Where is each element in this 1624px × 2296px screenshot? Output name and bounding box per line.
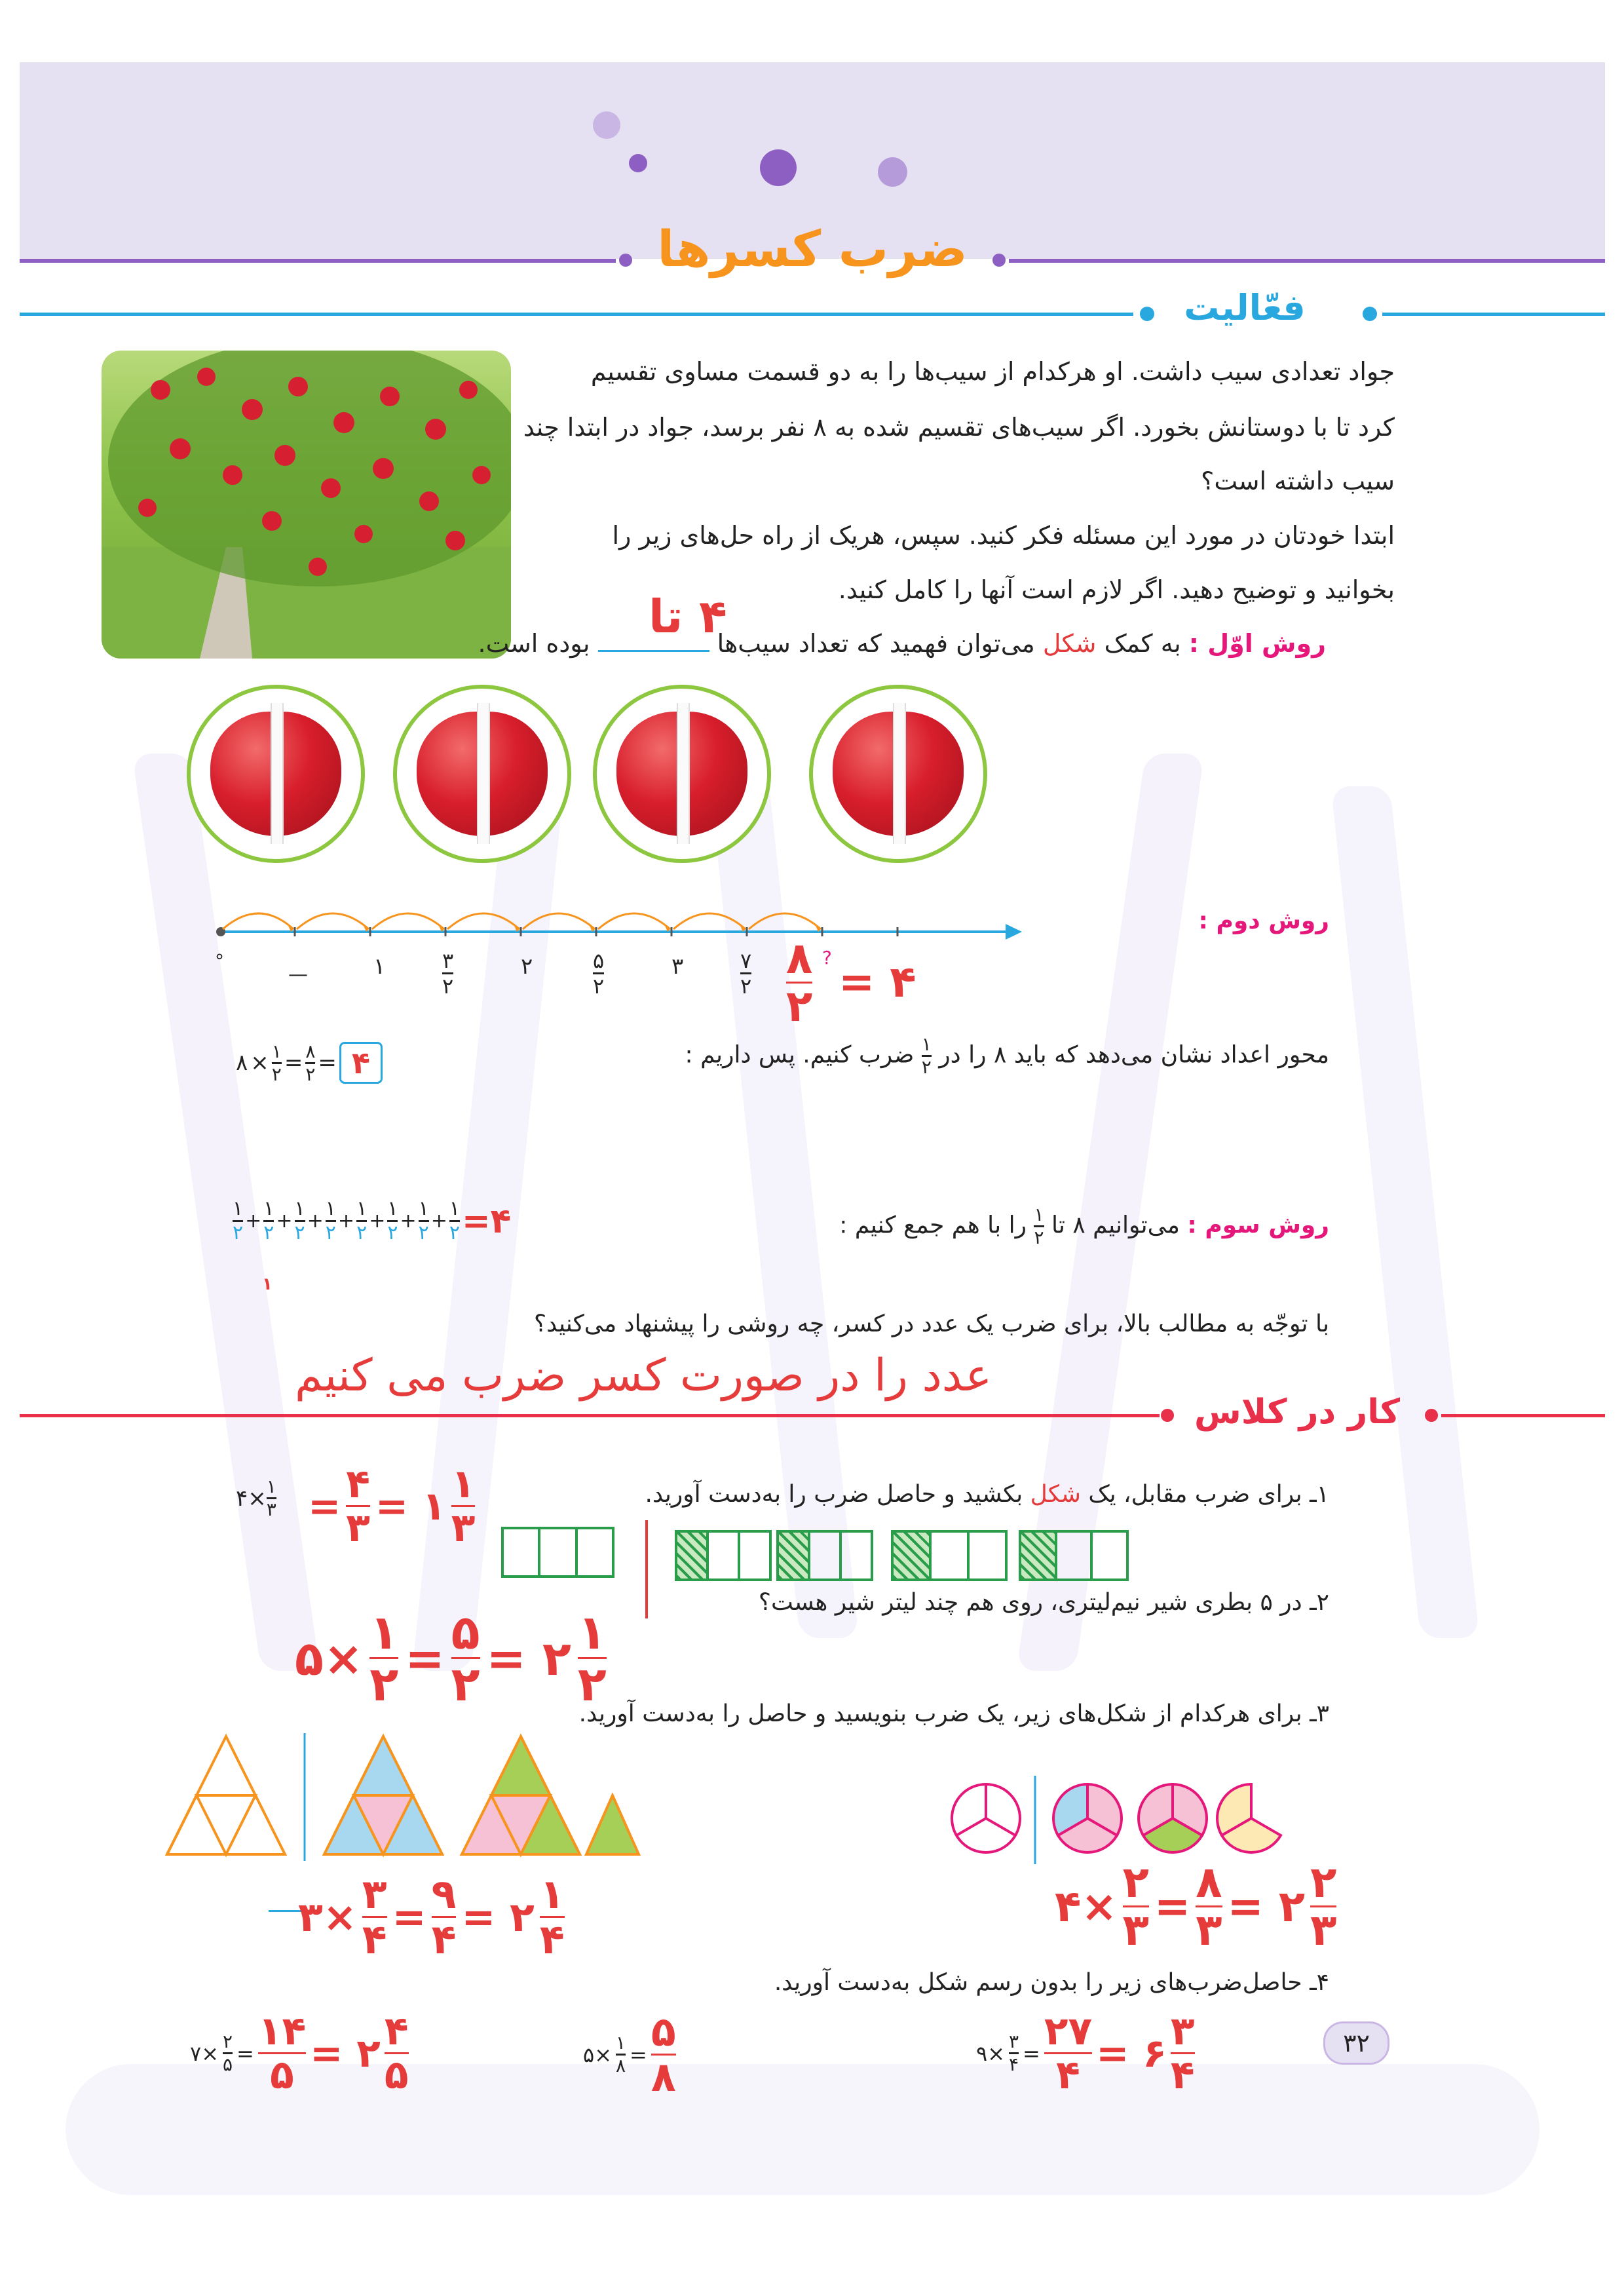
page-title: ضرب کسرها [657, 220, 968, 278]
numberline-label-zero: ° [215, 950, 224, 972]
header-dot [760, 149, 797, 186]
q3-right-handwritten: ۴× $\frac{۲}{۳}$ = $\frac{۸}{۳}$ = ۲ $\frac{۲}{۳}$ [1055, 1857, 1337, 1955]
q3-circles-figure [937, 1769, 1317, 1867]
q1-text: ۱ـ برای ضرب مقابل، یک شکل بکشید و حاصل ضرب را به‌دست آورید. [645, 1481, 1329, 1508]
activity-paragraph-line: بخوانید و توضیح دهید. اگر لازم است آنها را کامل کنید. [838, 575, 1395, 604]
activity-dot [1363, 307, 1377, 321]
method2-answer-box: ۴ [339, 1042, 383, 1084]
numberline-fraction: ۵ ۲ [593, 948, 605, 999]
method1-label: روش اوّل : [1188, 629, 1326, 658]
classwork-rule [1441, 1414, 1605, 1417]
q3-left-handwritten: ۳× $\frac{۳}{۴}$ = $\frac{۹}{۴}$ = ۲ $\frac{۱}{۴}$ [298, 1870, 565, 1963]
method3-label: روش سوم : [1187, 1212, 1329, 1239]
method3-line: روش سوم : می‌توانیم ۸ تا $\frac{۱}{۲}$ را با هم جمع کنیم : [839, 1204, 1329, 1248]
numberline-label-dash: — [288, 963, 308, 986]
q1-drawing-bar [501, 1527, 614, 1578]
classwork-rule [20, 1414, 1160, 1417]
method2-handwritten-fraction: ۸ ۲ [786, 933, 813, 1031]
q4-c: ۷× $\frac{۲}{۵}$ = $\frac{۱۴}{۵}$ = ۲ $\frac{۴}{۵}$ [190, 2008, 409, 2098]
classwork-dot [1425, 1409, 1438, 1422]
activity-title: فعّالیت [1184, 287, 1306, 328]
method1-blank [598, 650, 709, 652]
title-dot [619, 254, 632, 267]
q4-b: ۵× $\frac{۱}{۸}$ = $\frac{۵}{۸}$ [583, 2008, 676, 2101]
q1-shaded-bar [776, 1530, 873, 1581]
method1-text-post: می‌توان فهمید که تعداد سیب‌ها [717, 629, 1035, 658]
method1-word: شکل [1042, 629, 1097, 658]
method2-handwritten-result: = ۴ [839, 957, 916, 1007]
activity-dot [1140, 307, 1154, 321]
watermark-shape [1331, 786, 1480, 1638]
apple-tree-image [102, 351, 511, 659]
q2-text: ۲ـ در ۵ بطری شیر نیم‌لیتری، روی هم چند لیتر شیر هست؟ [758, 1589, 1329, 1616]
numberline-label: ۲ [521, 953, 533, 980]
method1-text-pre: به کمک [1104, 629, 1181, 658]
q1-handwritten: = $\frac{۴}{۳}$ = ۱ $\frac{۱}{۳}$ [308, 1461, 476, 1551]
header-dot [878, 157, 907, 187]
q1-divider [645, 1520, 648, 1618]
q3-triangles-figure [161, 1730, 645, 1867]
numberline-label: ۱ [373, 953, 386, 980]
numberline-label: ۳ [671, 953, 684, 980]
method3-sum: $\frac{۱}{۲}$ + $\frac{۱}{۲}$ + $\frac{۱}{۲}$ + $\frac{۱}{۲}$ + $\frac{۱}{۲}$ + $\frac{۱}{۲}$ + $\frac{۱}{۲}$ + $\frac{۱}{۲}$ =۴ [233, 1197, 512, 1244]
title-rule-left [20, 259, 616, 263]
number-line [210, 891, 1029, 963]
numberline-fraction: ۳ ۲ [442, 948, 454, 999]
axis-explanation: محور اعداد نشان می‌دهد که باید ۸ را در $\frac{۱}{۲}$ ضرب کنیم. پس داریم : [685, 1033, 1329, 1078]
activity-rule [1382, 313, 1605, 316]
classwork-title: کار در کلاس [1194, 1392, 1400, 1432]
activity-question: با توجّه به مطالب بالا، برای ضرب یک عدد در کسر، چه روشی را پیشنهاد می‌کنید؟ [533, 1311, 1329, 1337]
method2-label: روش دوم : [1198, 908, 1329, 934]
classwork-dot [1161, 1409, 1174, 1422]
method1-text-end: بوده است. [478, 629, 590, 658]
method2-equation: ۸ × $\frac{۱}{۲}$ = $\frac{۸}{۲}$ = ۴ [236, 1042, 383, 1084]
q4-text: ۴ـ حاصل‌ضرب‌های زیر را بدون رسم شکل به‌دست آورید. [774, 1969, 1329, 1996]
apple-image [809, 685, 987, 863]
apple-image [393, 685, 571, 863]
activity-paragraph-line: ابتدا خودتان در مورد این مسئله فکر کنید. سپس، هریک از راه حل‌های زیر را [612, 521, 1395, 550]
apple-image [187, 685, 365, 863]
q3-text: ۳ـ برای هرکدام از شکل‌های زیر، یک ضرب بنویسید و حاصل را به‌دست آورید. [578, 1700, 1329, 1727]
method1-answer: ۴ تا [649, 590, 727, 643]
activity-paragraph-line: کرد تا با دوستانش بخورد. اگر سیب‌های تقسیم شده به ۸ نفر برسد، جواد در ابتدا چند [523, 413, 1395, 442]
page-number: ۳۲ [1323, 2021, 1389, 2065]
q1-printed: ۴× $\frac{۱}{۳}$ [236, 1476, 276, 1520]
activity-rule [20, 313, 1133, 316]
q1-shaded-bar [891, 1530, 1008, 1581]
activity-paragraph-line: جواد تعدادی سیب داشت. او هرکدام از سیب‌ها را به دو قسمت مساوی تقسیم [590, 357, 1395, 386]
method3-brace-mark: ۱ [262, 1274, 273, 1294]
title-rule-right [1009, 259, 1605, 263]
apple-image [593, 685, 771, 863]
q1-shaded-bar [675, 1530, 772, 1581]
activity-paragraph-line: سیب داشته است؟ [1201, 467, 1395, 495]
header-dot [593, 111, 620, 139]
activity-handwritten-answer: عدد را در صورت کسر ضرب می کنیم [295, 1350, 992, 1402]
numberline-question: ? [822, 947, 832, 968]
header-dot [629, 154, 647, 172]
q2-handwritten: ۵× $\frac{۱}{۲}$ = $\frac{۵}{۲}$ = ۲ $\frac{۱}{۲}$ [295, 1605, 607, 1712]
numberline-fraction: ۷ ۲ [740, 948, 752, 999]
title-dot [992, 254, 1006, 267]
q1-shaded-bar [1019, 1530, 1129, 1581]
method1-line [478, 629, 1326, 658]
q4-a: ۹× $\frac{۳}{۴}$ = $\frac{۲۷}{۴}$ = ۶ $\frac{۳}{۴}$ [976, 2008, 1195, 2098]
